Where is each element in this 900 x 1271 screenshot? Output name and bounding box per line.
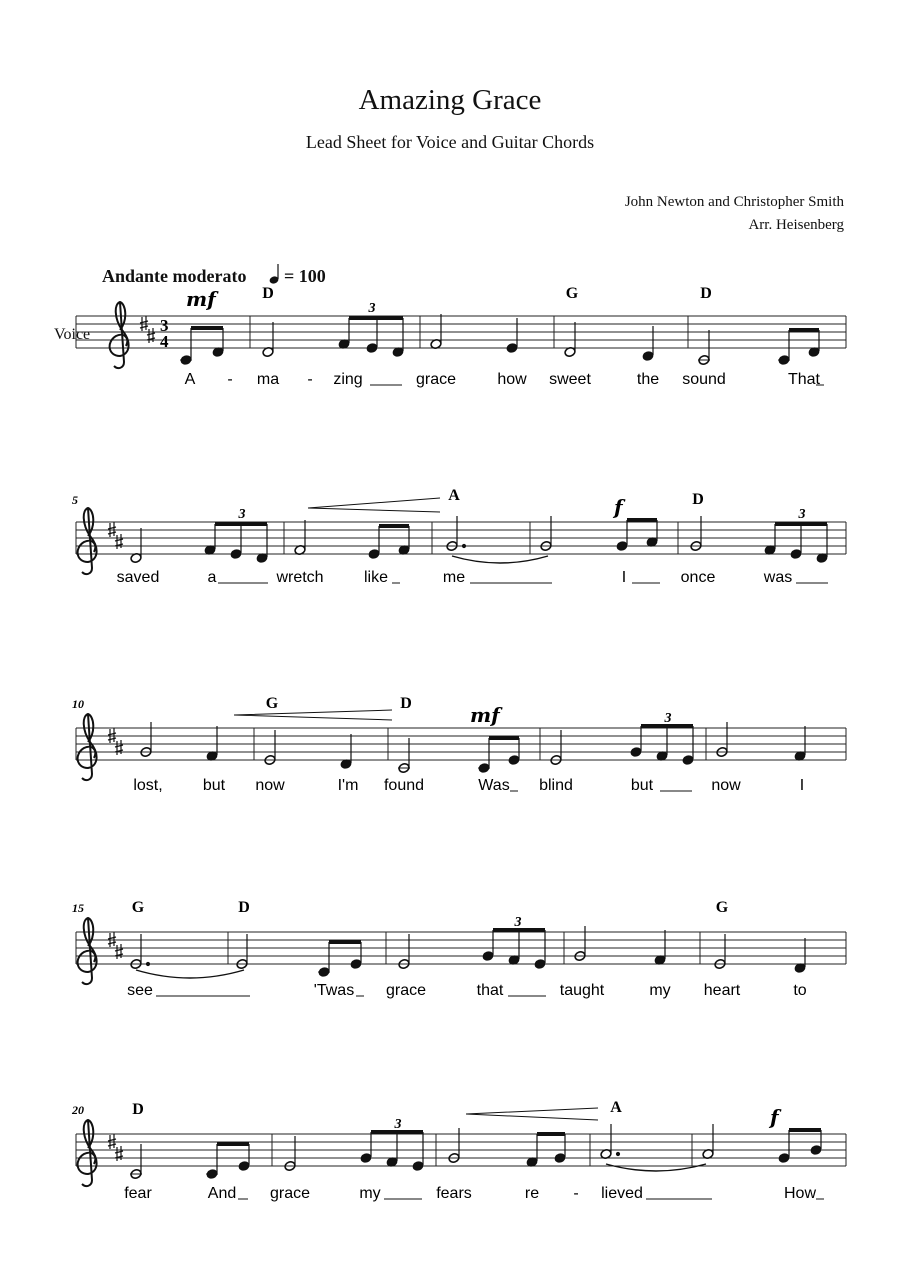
lyric-syllable: my (359, 1185, 381, 1202)
lyric-syllable: 'Twas (313, 982, 355, 999)
chord-symbol: D (238, 899, 250, 916)
lyric-syllable: wretch (276, 569, 324, 586)
lyric-syllable: zing (333, 371, 363, 388)
lyric-syllable: that (476, 982, 504, 999)
lyric-syllable: grace (269, 1185, 311, 1202)
lyric-hyphen: - (227, 371, 233, 388)
chord-symbol: G (131, 899, 145, 916)
treble-clef-icon (110, 302, 129, 368)
lyric-syllable: fears (436, 1185, 472, 1202)
lyric-syllable: grace (415, 371, 457, 388)
measure-number: 15 (72, 901, 84, 915)
measure-number: 20 (72, 1103, 84, 1117)
dynamic-marking: f (614, 495, 623, 519)
lyric-syllable: now (255, 777, 285, 794)
staff-system-1 (76, 264, 846, 388)
arranger-credit: Arr. Heisenberg (748, 217, 844, 233)
lyric-syllable: Was (478, 777, 510, 794)
lyric-syllable: once (680, 569, 716, 586)
lyric-syllable: the (636, 371, 660, 388)
score-title: Amazing Grace (358, 84, 542, 116)
tuplet-number: 3 (238, 507, 246, 522)
sharp-icon (115, 534, 123, 549)
chord-symbol: G (265, 695, 279, 712)
lyric-syllable: sound (682, 371, 726, 388)
lyric-syllable: taught (559, 982, 605, 999)
instrument-name: Voice (54, 326, 91, 343)
lyric-syllable: me (442, 569, 466, 586)
lyric-hyphen: - (573, 1185, 579, 1202)
chord-symbol: D (132, 1101, 144, 1118)
lyric-syllable: blind (539, 777, 573, 794)
tempo-value: = 100 (284, 266, 326, 286)
lyric-syllable: sweet (549, 371, 591, 388)
lyric-syllable: saved (116, 569, 160, 586)
lyric-syllable: a (207, 569, 217, 586)
measure-number: 10 (72, 697, 84, 711)
lyric-syllable: but (630, 777, 654, 794)
lyric-syllable: my (649, 982, 671, 999)
tuplet-number: 3 (664, 711, 672, 726)
treble-clef-icon (78, 1120, 97, 1186)
lyric-syllable: lieved (601, 1185, 643, 1202)
lyric-syllable: was (763, 569, 793, 586)
tuplet-number: 3 (368, 301, 376, 316)
sharp-icon (115, 1146, 123, 1161)
lyric-syllable: how (497, 371, 527, 388)
composer-credit: John Newton and Christopher Smith (624, 194, 844, 210)
sharp-icon (115, 740, 123, 755)
quarter-note-icon (269, 264, 280, 285)
lyric-syllable: to (793, 982, 807, 999)
sharp-icon (115, 944, 123, 959)
lyric-syllable: re (524, 1185, 540, 1202)
dynamic-marking: mf (186, 287, 216, 311)
sharp-icon (147, 328, 155, 343)
lyric-hyphen: - (307, 371, 313, 388)
dynamic-marking: f (770, 1105, 779, 1129)
lyric-syllable: I (621, 569, 627, 586)
treble-clef-icon (78, 508, 97, 574)
lyric-syllable: heart (703, 982, 741, 999)
lyric-syllable: see (127, 982, 153, 999)
chord-symbol: A (610, 1099, 622, 1116)
lyric-syllable: grace (385, 982, 427, 999)
chord-symbol: D (262, 285, 274, 302)
tuplet-number: 3 (514, 915, 522, 930)
lyric-syllable: And (207, 1185, 237, 1202)
staff-system-2 (72, 487, 846, 586)
chord-symbol: G (565, 285, 579, 302)
lyric-syllable: That (787, 371, 821, 388)
treble-clef-icon (78, 918, 97, 984)
lyric-syllable: A (184, 371, 196, 388)
staff-system-4 (72, 899, 846, 999)
lyric-syllable: but (202, 777, 226, 794)
dynamic-marking: mf (470, 703, 500, 727)
tuplet-number: 3 (798, 507, 806, 522)
chord-symbol: D (400, 695, 412, 712)
lyric-syllable: ma (256, 371, 280, 388)
lyric-syllable: like (363, 569, 389, 586)
lyric-syllable: How (783, 1185, 817, 1202)
lyric-syllable: lost, (133, 777, 163, 794)
chord-symbol: G (715, 899, 729, 916)
measure-number: 5 (72, 493, 78, 507)
chord-symbol: A (448, 487, 460, 504)
tempo-marking: Andante moderato (102, 266, 247, 286)
lyric-syllable: now (711, 777, 741, 794)
staff-system-3 (72, 695, 846, 794)
lyric-syllable: found (383, 777, 425, 794)
lyric-syllable: I'm (337, 777, 359, 794)
treble-clef-icon (78, 714, 97, 780)
chord-symbol: D (700, 285, 712, 302)
chord-symbol: D (692, 491, 704, 508)
staff-system-5 (71, 1099, 846, 1202)
time-signature-bottom: 4 (160, 332, 169, 351)
tuplet-number: 3 (394, 1117, 402, 1132)
lyric-syllable: fear (124, 1185, 152, 1202)
score-subtitle: Lead Sheet for Voice and Guitar Chords (305, 132, 595, 152)
time-signature-top: 3 (160, 316, 169, 335)
lyric-syllable: I (799, 777, 805, 794)
